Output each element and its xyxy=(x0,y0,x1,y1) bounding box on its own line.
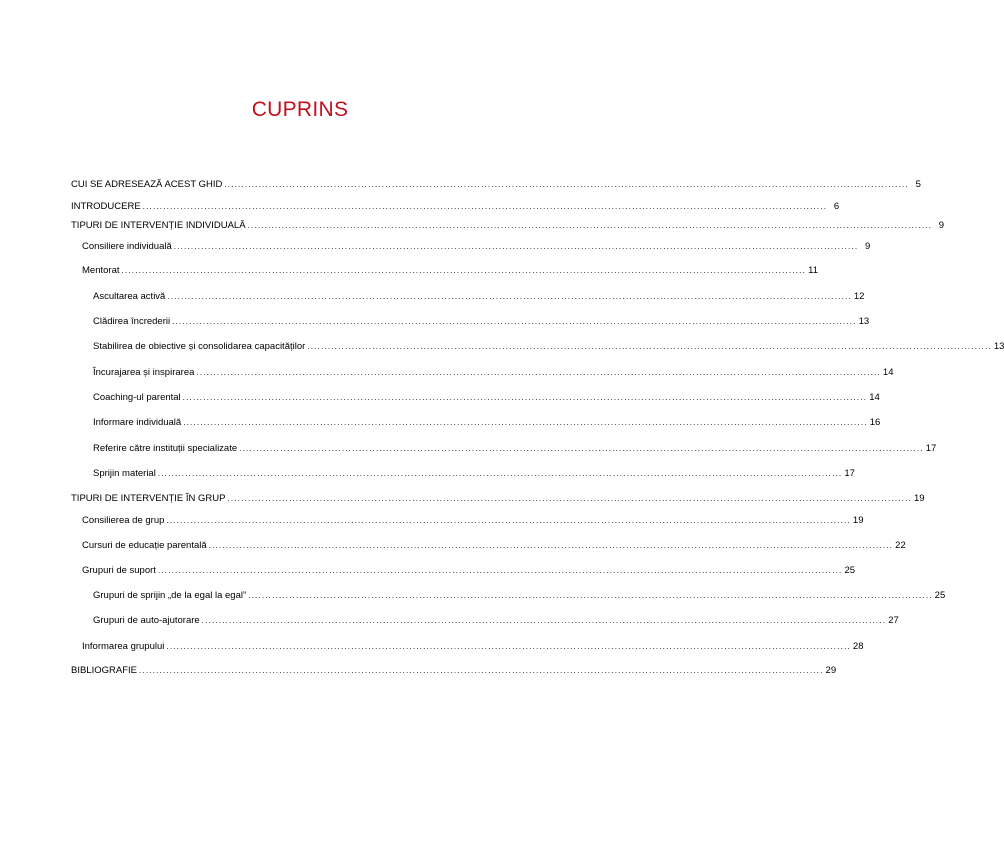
page-title: CUPRINS xyxy=(251,98,349,121)
toc-leader: ........................................................................................................................................................................................................ xyxy=(157,469,843,478)
toc-entry-label: Informare individuală xyxy=(93,417,182,428)
toc-entry[interactable] xyxy=(71,664,837,678)
toc-entry[interactable] xyxy=(82,264,819,278)
toc-entry-label: TIPURI DE INTERVENȚIE INDIVIDUALĂ xyxy=(71,220,246,231)
toc-entry[interactable] xyxy=(93,391,880,405)
toc-entry-label: Stabilirea de obiective și consolidarea capacităților xyxy=(93,341,306,352)
toc-entry-label: Mentorat xyxy=(82,265,120,276)
toc-entry[interactable] xyxy=(93,614,899,628)
toc-entry[interactable] xyxy=(82,514,864,528)
toc-entry-label: Grupuri de sprijin „de la egal la egal” xyxy=(93,590,247,601)
toc-entry-label: CUI SE ADRESEAZĂ ACEST GHID xyxy=(71,179,223,190)
toc-leader: ........................................................................................................................................................................................................ xyxy=(142,202,828,211)
toc-entry-label: Clădirea încrederii xyxy=(93,316,171,327)
toc-entry[interactable] xyxy=(93,442,937,456)
toc-entry-label: Grupuri de auto-ajutorare xyxy=(93,615,200,626)
toc-leader: ........................................................................................................................................................................................................ xyxy=(248,591,933,600)
toc-entry-page: 16 xyxy=(869,417,881,428)
toc-leader: ........................................................................................................................................................................................................ xyxy=(307,342,992,351)
toc-entry-page: 5 xyxy=(915,179,921,190)
toc-leader: ........................................................................................................................................................................................................ xyxy=(196,368,881,377)
toc-leader: ........................................................................................................................................................................................................ xyxy=(208,541,894,550)
toc-leader: ........................................................................................................................................................................................................ xyxy=(201,616,887,625)
toc-entry-label: BIBLIOGRAFIE xyxy=(71,665,137,676)
toc-entry-page: 14 xyxy=(882,367,894,378)
toc-entry[interactable] xyxy=(93,467,855,481)
toc-leader: ........................................................................................................................................................................................................ xyxy=(182,393,868,402)
toc-entry[interactable] xyxy=(71,200,840,214)
toc-entry-page: 29 xyxy=(825,665,837,676)
toc-leader: ........................................................................................................................................................................................................ xyxy=(166,642,851,651)
toc-entry-label: Referire către instituții specializate xyxy=(93,443,238,454)
toc-entry[interactable] xyxy=(71,178,921,192)
toc-leader: ........................................................................................................................................................................................................ xyxy=(157,566,843,575)
toc-entry-page: 6 xyxy=(833,201,840,212)
toc-entry-label: TIPURI DE INTERVENȚIE ÎN GRUP xyxy=(71,493,226,504)
toc-entry[interactable] xyxy=(93,366,894,380)
toc-leader: ........................................................................................................................................................................................................ xyxy=(224,180,909,189)
toc-entry-label: Informarea grupului xyxy=(82,641,165,652)
toc-entry-label: Sprijin material xyxy=(93,468,156,479)
toc-entry[interactable] xyxy=(82,564,856,578)
toc-leader: ........................................................................................................................................................................................................ xyxy=(247,221,933,230)
toc-entry-label: Consiliere individuală xyxy=(82,241,172,252)
toc-leader: ........................................................................................................................................................................................................ xyxy=(172,317,857,326)
toc-entry-page: 9 xyxy=(865,241,871,252)
toc-entry[interactable] xyxy=(82,640,864,654)
toc-entry-page: 13 xyxy=(993,341,1004,352)
toc-entry-page: 9 xyxy=(938,220,945,231)
toc-entry[interactable] xyxy=(93,315,870,329)
toc-entry-label: Ascultarea activă xyxy=(93,291,166,302)
toc-entry[interactable] xyxy=(93,340,1004,354)
toc-entry-label: INTRODUCERE xyxy=(71,201,141,212)
toc-entry-page: 17 xyxy=(844,468,855,479)
toc-entry[interactable] xyxy=(93,589,946,603)
toc-entry-label: Consilierea de grup xyxy=(82,515,165,526)
toc-entry-label: Încurajarea și inspirarea xyxy=(93,367,195,378)
toc-leader: ........................................................................................................................................................................................................ xyxy=(173,242,859,251)
toc-entry[interactable] xyxy=(82,240,871,254)
toc-entry-label: Cursuri de educație parentală xyxy=(82,540,207,551)
toc-entry-page: 11 xyxy=(808,265,819,276)
toc-entry-page: 12 xyxy=(853,291,865,302)
toc-entry-page: 19 xyxy=(914,493,925,504)
toc-entry-label: Grupuri de suport xyxy=(82,565,156,576)
toc-entry-page: 14 xyxy=(869,392,880,403)
toc-entry-page: 13 xyxy=(858,316,870,327)
toc-leader: ........................................................................................................................................................................................................ xyxy=(167,292,852,301)
toc-entry[interactable] xyxy=(71,219,945,233)
toc-entry-page: 28 xyxy=(852,641,864,652)
toc-leader: ........................................................................................................................................................................................................ xyxy=(239,444,924,453)
toc-entry[interactable] xyxy=(93,290,865,304)
toc-entry[interactable] xyxy=(82,539,906,553)
toc-leader: ........................................................................................................................................................................................................ xyxy=(183,418,868,427)
toc-entry-page: 25 xyxy=(844,565,856,576)
toc-entry-page: 17 xyxy=(925,443,937,454)
toc-entry-page: 19 xyxy=(852,515,864,526)
toc-leader: ........................................................................................................................................................................................................ xyxy=(227,494,913,503)
toc-entry-page: 22 xyxy=(895,540,906,551)
toc-entry-page: 27 xyxy=(888,615,899,626)
toc-leader: ........................................................................................................................................................................................................ xyxy=(166,516,851,525)
toc-entry-label: Coaching-ul parental xyxy=(93,392,181,403)
toc-leader: ........................................................................................................................................................................................................ xyxy=(121,266,807,275)
toc-entry-page: 25 xyxy=(934,590,946,601)
toc-entry[interactable] xyxy=(93,416,881,430)
toc-entry[interactable] xyxy=(71,492,925,506)
toc-leader: ........................................................................................................................................................................................................ xyxy=(139,666,824,675)
